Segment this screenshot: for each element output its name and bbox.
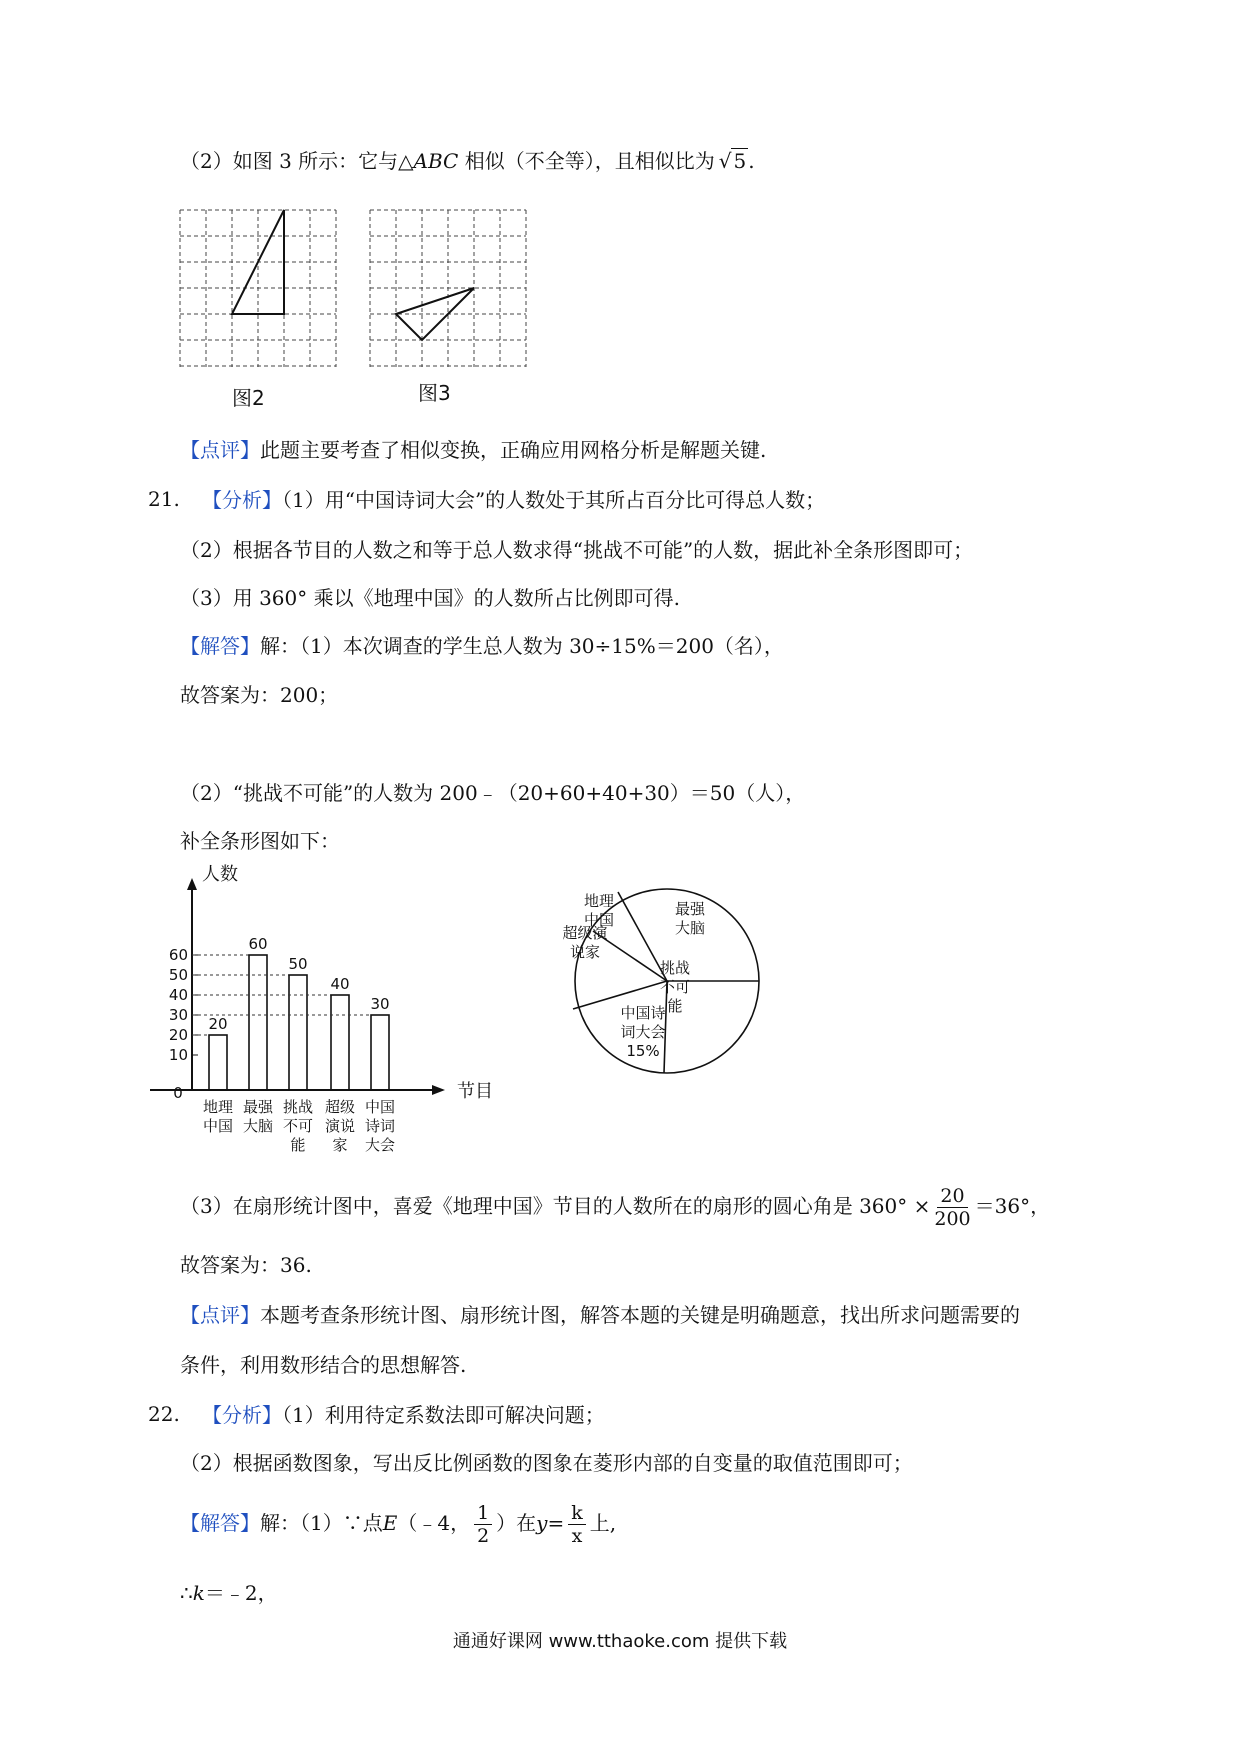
slice-label: 超级演 (562, 924, 608, 942)
x-tick-label: 超级 (324, 1098, 356, 1116)
part2-prefix: （2）如图 3 所示：它与△ (180, 149, 414, 173)
bar (331, 995, 349, 1090)
after-half: ）在 (496, 1511, 537, 1535)
x-tick-label: 中国 (364, 1098, 396, 1116)
on-text: 上, (589, 1511, 617, 1535)
sqrt-expression: √ 5 (718, 149, 747, 173)
answer3-suffix: ＝36°， (974, 1194, 1051, 1218)
part2-suffix: . (748, 149, 755, 173)
slice-label: 大脑 (674, 919, 706, 937)
x-tick-label: 大脑 (242, 1117, 274, 1135)
figure-2-grid (180, 210, 336, 367)
bar-value-label: 40 (330, 975, 350, 993)
fraction-20-200 (934, 1185, 970, 1230)
fraction-k-over-x (568, 1502, 586, 1547)
pie-chart (555, 868, 780, 1100)
review-tag: 【点评】 (180, 1303, 260, 1327)
sqrt-radicand: 5 (733, 149, 747, 173)
y-tick-label: 20 (168, 1026, 188, 1044)
bar-value-label: 20 (208, 1015, 228, 1033)
q21-number: 21. (148, 487, 180, 511)
k-value: ＝﹣2， (204, 1581, 278, 1605)
x-tick-label: 地理 (202, 1098, 234, 1116)
y-axis-arrow (187, 878, 197, 890)
fraction-denominator: 2 (477, 1525, 490, 1547)
bar-value-label: 50 (288, 955, 308, 973)
q22-k-result (180, 1580, 278, 1606)
slice-label: 能 (667, 997, 683, 1015)
fraction-denominator: 200 (934, 1208, 971, 1230)
answer-tag: 【解答】 (180, 634, 260, 658)
q21-answer-1 (180, 633, 784, 659)
slice-label: 说家 (569, 943, 601, 961)
q22-answer-1 (180, 1502, 616, 1547)
point-name: E (382, 1511, 398, 1535)
q21-analysis-2: （2）根据各节目的人数之和等于总人数求得“挑战不可能”的人数，据此补全条形图即可； (180, 538, 974, 562)
fraction-numerator: k (568, 1502, 586, 1525)
q22-analysis-1 (202, 1402, 605, 1428)
x-tick-label: 中国 (202, 1117, 234, 1135)
fraction-denominator: x (571, 1525, 583, 1547)
analysis-text: （1）用“中国诗词大会”的人数处于其所占百分比可得总人数； (282, 488, 826, 512)
q21-answer-3b: 故答案为：36. (180, 1253, 312, 1277)
triangle-name: ABC (413, 149, 459, 173)
x-tick-label: 不可 (282, 1117, 314, 1135)
k-variable: k (192, 1581, 205, 1605)
review-tag: 【点评】 (180, 438, 260, 462)
q21-analysis-1 (202, 487, 825, 513)
x-axis-arrow (432, 1085, 445, 1095)
slice-label: 15% (626, 1042, 660, 1060)
bar (289, 975, 307, 1090)
analysis-tag: 【分析】 (202, 488, 282, 512)
slice-label: 中国 (583, 911, 615, 929)
x-tick-label: 最强 (242, 1098, 274, 1116)
slice-label: 不可 (659, 978, 691, 996)
analysis-text: （1）利用待定系数法即可解决问题； (282, 1403, 605, 1427)
q21-analysis-3: （3）用 360° 乘以《地理中国》的人数所占比例即可得. (180, 586, 680, 610)
slice-label: 地理 (583, 892, 615, 910)
figure-3-grid (370, 210, 526, 367)
x-tick-label: 挑战 (282, 1098, 314, 1116)
bar (371, 1015, 389, 1090)
y-tick-label: 10 (168, 1046, 188, 1064)
q21-review-2: 条件，利用数形结合的思想解答. (180, 1353, 467, 1377)
q22-analysis-2: （2）根据函数图象，写出反比例函数的图象在菱形内部的自变量的取值范围即可； (180, 1451, 913, 1475)
fraction-one-half (474, 1502, 492, 1547)
y-axis-label: 人数 (202, 864, 238, 885)
answer-prefix: 解：（1）∵点 (260, 1511, 383, 1535)
figure-3-caption: 图3 (418, 381, 451, 405)
part2-middle: 相似（不全等），且相似比为 (458, 149, 715, 173)
q21-answer-3 (180, 1185, 1050, 1230)
slice-label: 中国诗 (620, 1004, 666, 1022)
q21-answer-1b: 故答案为：200； (180, 683, 339, 707)
review-text: 本题考查条形统计图、扇形统计图，解答本题的关键是明确题意，找出所求问题需要的 (260, 1303, 1020, 1327)
x-axis-label: 节目 (457, 1081, 493, 1102)
bar-chart (168, 860, 540, 1154)
x-tick-label: 能 (290, 1136, 306, 1154)
y-tick-label: 60 (168, 946, 188, 964)
q21-review-1 (180, 1302, 1020, 1328)
grid-figures (170, 205, 550, 405)
figure-2-caption: 图2 (232, 386, 265, 410)
answer-text: 解：（1）本次调查的学生总人数为 30÷15%＝200（名）， (260, 634, 784, 658)
q21-answer-2b: 补全条形图如下： (180, 829, 340, 853)
y-tick-label: 30 (168, 1006, 188, 1024)
y-tick-label: 40 (168, 986, 188, 1004)
footer-text: 通通好课网 www.tthaoke.com 提供下载 (452, 1631, 788, 1652)
fraction-numerator: 20 (937, 1185, 967, 1208)
y-tick-label: 50 (168, 966, 188, 984)
part2-intro (180, 148, 755, 174)
review-text: 此题主要考查了相似变换，正确应用网格分析是解题关键. (260, 438, 767, 462)
origin-label: 0 (173, 1084, 183, 1102)
bar-value-label: 60 (248, 935, 268, 953)
answer-tag: 【解答】 (180, 1511, 260, 1535)
point-coords: （﹣4， (397, 1511, 471, 1535)
slice-label: 最强 (674, 900, 706, 918)
analysis-tag: 【分析】 (202, 1403, 282, 1427)
x-tick-label: 大会 (364, 1136, 396, 1154)
slice-label: 词大会 (620, 1023, 666, 1041)
slice-label: 挑战 (659, 959, 691, 977)
q22-number: 22. (148, 1402, 180, 1426)
review-1 (180, 437, 766, 463)
x-tick-label: 演说 (324, 1117, 356, 1135)
bar (209, 1035, 227, 1090)
y-equals: y= (536, 1511, 565, 1535)
bar-value-label: 30 (370, 995, 390, 1013)
answer3-prefix: （3）在扇形统计图中，喜爱《地理中国》节目的人数所在的扇形的圆心角是 360° × (180, 1194, 931, 1218)
fraction-numerator: 1 (474, 1502, 492, 1525)
therefore-symbol: ∴ (180, 1581, 193, 1605)
q21-answer-2: （2）“挑战不可能”的人数为 200﹣（20+60+40+30）＝50（人）， (180, 781, 806, 805)
x-tick-label: 家 (332, 1136, 348, 1154)
x-tick-label: 诗词 (364, 1117, 396, 1135)
